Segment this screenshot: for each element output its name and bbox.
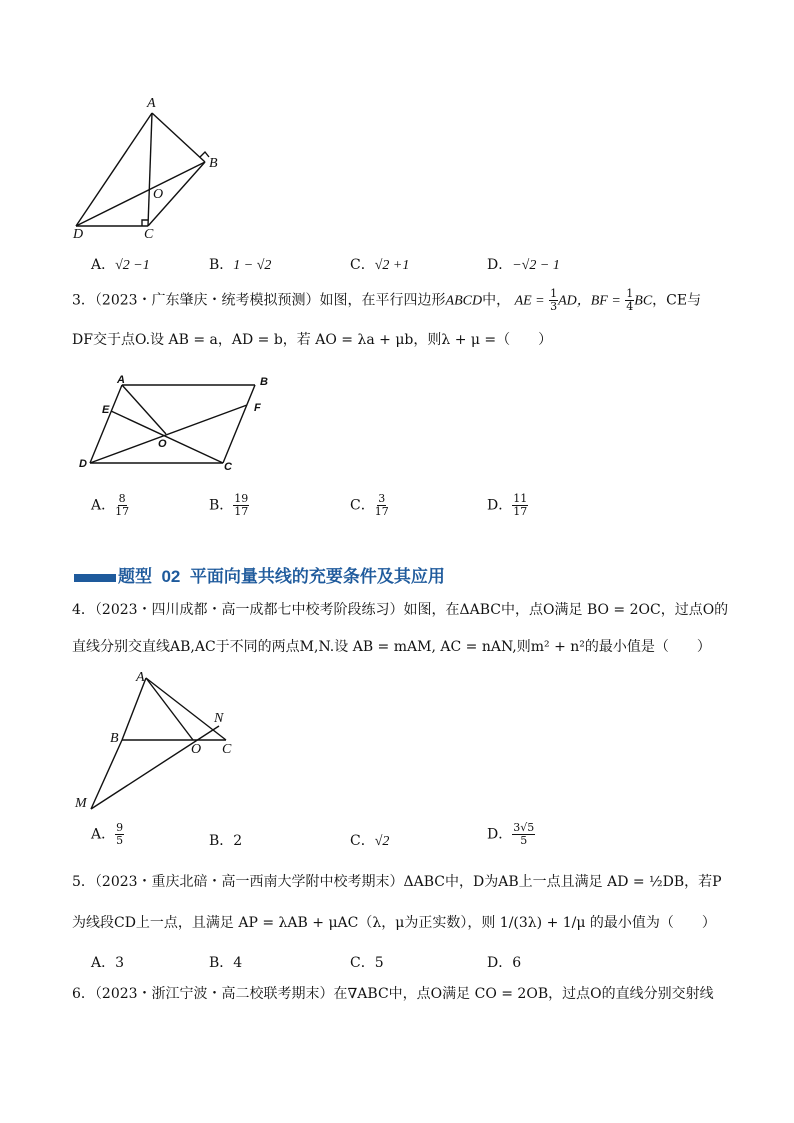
fig3-label-b: B <box>110 731 119 746</box>
fig1-label-o: O <box>153 187 164 202</box>
fig3-label-a: A <box>136 670 145 685</box>
q5-line-2: 为线段CD上一点，且满足 AP = λAB + μAC（λ，μ为正实数），则 1/(3λ) + 1/μ 的最小值为（ ） <box>72 915 716 931</box>
q3-option-d: D． $\frac{11}{17}$ <box>487 492 528 518</box>
fig2-label-c: C <box>224 461 232 473</box>
fig3-label-n: N <box>214 711 224 726</box>
q5-option-b: B．4 <box>209 955 243 971</box>
fig2-label-e: E <box>102 404 110 416</box>
fig1-label-c: C <box>144 227 154 242</box>
q5-option-c: C．5 <box>350 955 384 971</box>
q4-option-c: C．√2 <box>350 833 390 849</box>
q3-option-a: A． $\frac{8}{17}$ <box>91 492 130 518</box>
fig3-label-c: C <box>222 742 232 757</box>
fig2-label-d: D <box>79 458 87 470</box>
q3-line-1: 3．（2023・广东肇庆・统考模拟预测）如图，在平行四边形ABCD中， AE = $\frac{1}{3}$ AD，BF = $\frac{1}{4}$ BC，CE与 <box>72 287 702 313</box>
q3-line-2: DF交于点O.设 AB = a，AD = b，若 AO = λa + μb，则λ + μ =（ ） <box>72 332 553 348</box>
q3-option-c: C． $\frac{3}{17}$ <box>350 492 389 518</box>
fig1-label-a: A <box>147 96 156 111</box>
q3-option-b: B． $\frac{19}{17}$ <box>209 492 249 518</box>
heading-bar-icon <box>74 574 116 582</box>
q2-option-a: A．√2 −1 <box>91 257 150 273</box>
q4-line-2: 直线分别交直线AB,AC于不同的两点M,N.设 AB = mAM, AC = nAN,则m² + n²的最小值是（ ） <box>72 639 711 655</box>
fig3-label-o: O <box>191 742 202 757</box>
figure-3-triangle <box>70 668 250 813</box>
q4-option-b: B．2 <box>209 833 243 849</box>
q6-line-1: 6．（2023・浙江宁波・高二校联考期末）在∇ABC中，点O满足 CO = 2OB，过点O的直线分别交射线 <box>72 986 714 1002</box>
q5-line-1: 5．（2023・重庆北碚・高一西南大学附中校考期末）ΔABC中，D为AB上一点且满足 AD = ½DB，若P <box>72 874 722 890</box>
q5-option-d: D．6 <box>487 955 522 971</box>
fig2-label-o: O <box>158 438 167 450</box>
fig1-label-b: B <box>209 156 218 171</box>
q2-option-d: D．−√2 − 1 <box>487 257 560 273</box>
q4-line-1: 4．（2023・四川成都・高一成都七中校考阶段练习）如图，在ΔABC中，点O满足 BO = 2OC，过点O的 <box>72 602 729 618</box>
fig2-label-a: A <box>117 374 125 386</box>
section-heading: 题型 02 平面向量共线的充要条件及其应用 <box>74 562 445 587</box>
q2-option-b: B．1 − √2 <box>209 257 272 273</box>
q4-option-a: A． $\frac{9}{5}$ <box>91 821 124 847</box>
fig1-label-d: D <box>73 227 84 242</box>
figure-2-parallelogram <box>80 372 280 477</box>
figure-1-triangle <box>60 95 230 245</box>
q4-option-d: D． $\frac{3√5}{5}$ <box>487 821 535 847</box>
q2-option-c: C．√2 +1 <box>350 257 410 273</box>
q5-option-a: A．3 <box>91 955 125 971</box>
fig2-label-f: F <box>254 402 261 414</box>
fig3-label-m: M <box>75 796 87 811</box>
fig2-label-b: B <box>260 376 268 388</box>
